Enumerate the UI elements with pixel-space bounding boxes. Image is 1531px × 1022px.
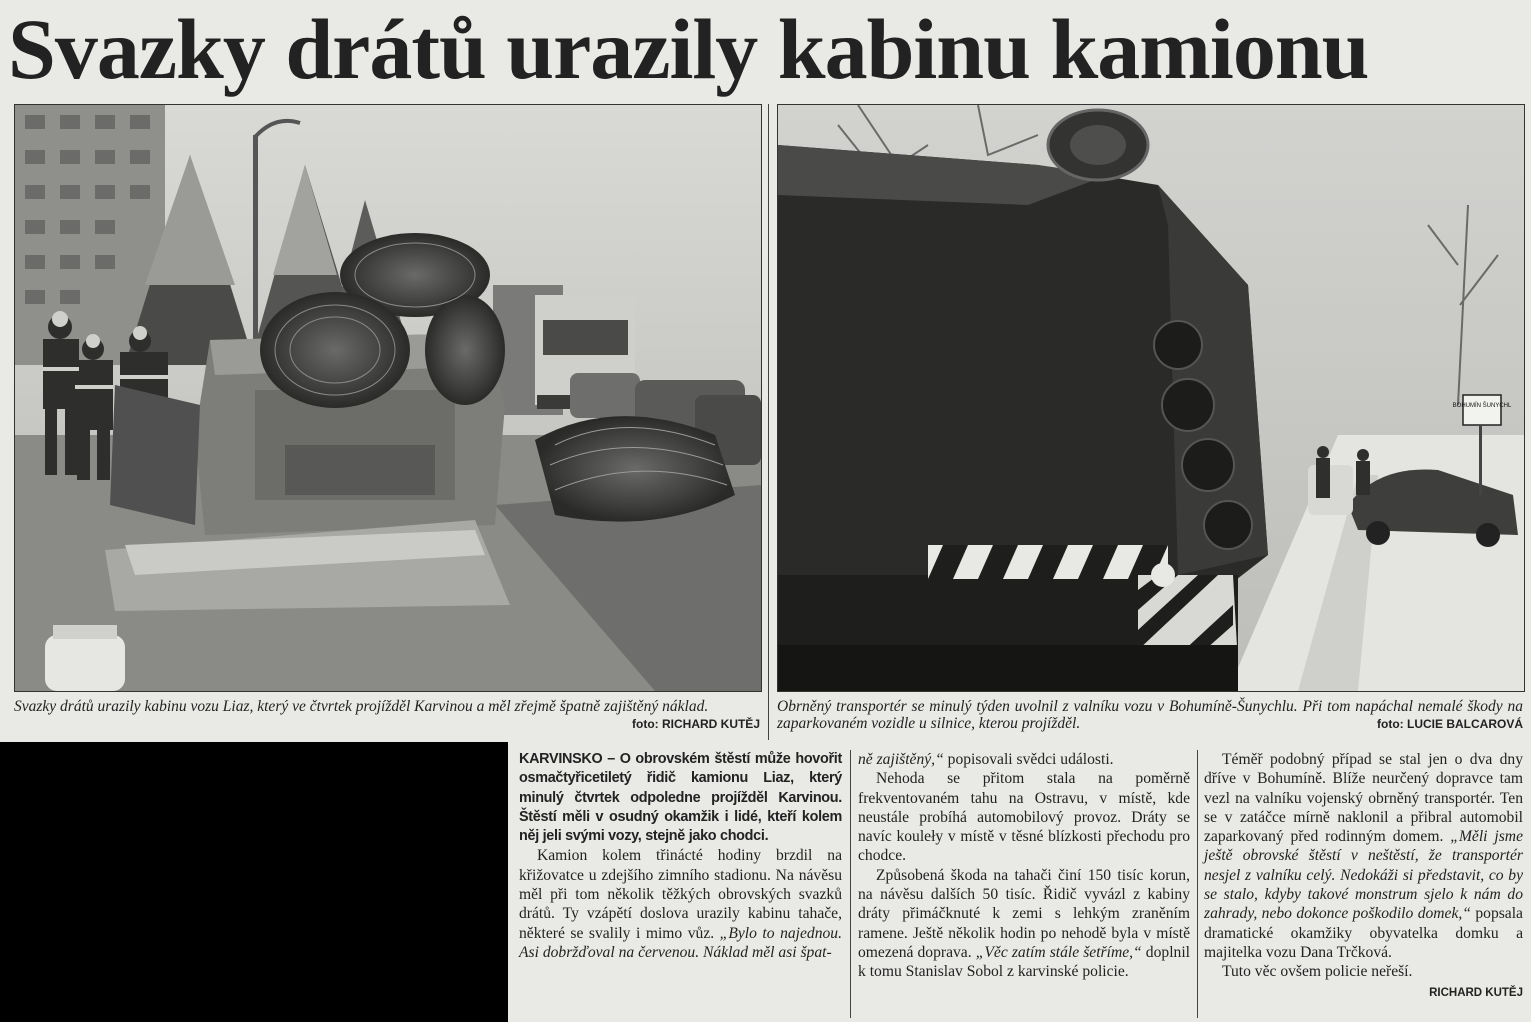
article-column-3 xyxy=(1204,750,1523,1003)
headline: Svazky drátů urazily kabinu kamionu xyxy=(8,1,1369,97)
article-byline: RICHARD KUTĚJ xyxy=(1429,986,1523,999)
col3-p1-text: Téměř podobný případ se stal jen o dva dny dříve v Bohumíně. Blíže neurčený dopravce tam vezl na valníku vojenský obrněný transportér. Ten se v zatáčce mírně naklonil a přibral automobil zaparkovaný před rodinným domem. xyxy=(1204,751,1523,846)
photo-left-credit: foto: RICHARD KUTĚJ xyxy=(632,717,760,731)
col1-p1-quote: „Bylo to najednou. Asi dobržďoval na červenou. Náklad měl asi špat- xyxy=(519,924,843,961)
column-rule-1 xyxy=(850,750,851,1018)
col2-p1-quote: ně zajištěný,“ xyxy=(858,751,944,768)
article-col3-paragraph-1 xyxy=(1204,750,1523,962)
article-column-2 xyxy=(858,750,1190,982)
article-column-1 xyxy=(519,750,842,962)
article-lead: KARVINSKO – O obrovském štěstí může hovořit osmačtyřicetiletý řidič kamionu Liaz, který minulý čtvrtek odpoledne projížděl Karvinou. Štěstí měli v osudný okamžik i lidé, kteří kolem něj jeli svými vozy, stejně jako chodci. xyxy=(519,751,842,845)
article-col1-paragraph xyxy=(519,846,842,962)
photo-left-caption xyxy=(14,698,760,733)
photo-truck-accident xyxy=(14,104,762,692)
photo-right-caption-text: Obrněný transportér se minulý týden uvolnil z valníku vozu v Bohumíně-Šunychlu. Při tom napáchal nemalé škody na zaparkovaném vozidle u silnice, kterou projížděl. xyxy=(777,698,1523,732)
column-rule-2 xyxy=(1197,750,1198,1018)
col3-p1-quote: „Měli jsme ještě obrovské štěstí v neštěstí, že transportér nesjel z valníku celý. Nedokáži si představit, co by se stalo, kdyby takové monstrum sjelo k nám do zahrady, nebo dokonce poškodilo domek,“ xyxy=(1204,828,1523,923)
col3-p1-tail: popsala dramatické okamžiky obyvatelka domku a majitelka vozu Dana Trčková. xyxy=(1204,905,1523,961)
article-col2-paragraph-2: Nehoda se přitom stala na poměrně frekventovaném tahu na Ostravu, v místě, kde neustále probíhá automobilový provoz. Dráty se navíc kouleły v místě v těsné blízkosti přechodu pro chodce. xyxy=(858,770,1190,865)
column-rule-photos xyxy=(768,104,769,740)
photo-right-caption xyxy=(777,698,1523,733)
redacted-region xyxy=(0,742,508,1022)
photo-right-credit: foto: LUCIE BALCAROVÁ xyxy=(1377,717,1523,731)
col2-p3-text: Způsobená škoda na tahači činí 150 tisíc korun, na návěsu dalších 50 tisíc. Řidič vyvázl z kabiny dráty přimáčknuté k zemi s lehkým zraněním ramene. Ještě několik hodin po nehodě byla v místě omezená doprava. xyxy=(858,866,1190,961)
truck-accident-image xyxy=(15,105,761,691)
article-col3-paragraph-2: Tuto věc ovšem policie neřeší. xyxy=(1222,963,1413,981)
col2-p3-quote: „Věc zatím stále šetříme,“ xyxy=(975,943,1142,961)
town-sign-text: BOHUMÍN ŠUNYCHL xyxy=(1452,403,1512,409)
col2-p1-text: popisovali svědci události. xyxy=(943,751,1114,768)
armored-transporter-image xyxy=(778,105,1524,691)
article-col2-paragraph-3 xyxy=(858,866,1190,982)
photo-armored-transporter xyxy=(777,104,1525,692)
col1-p1-text: Kamion kolem třinácté hodiny brzdil na křižovatce u zdejšího zimního stadionu. Na návěsu měl při tom několik těžkých obrovských svazků drátů. Ty vzápětí doslova urazily kabinu tahače, některé se svalily i mimo vůz. xyxy=(519,847,842,942)
photo-left-caption-text: Svazky drátů urazily kabinu vozu Liaz, který ve čtvrtek projížděl Karvinou a měl zřejmě špatně zajištěný náklad. xyxy=(14,698,709,715)
col2-p3-tail: doplnil k tomu Stanislav Sobol z karvinské policie. xyxy=(858,943,1190,981)
article-col2-paragraph-1 xyxy=(858,750,1190,769)
